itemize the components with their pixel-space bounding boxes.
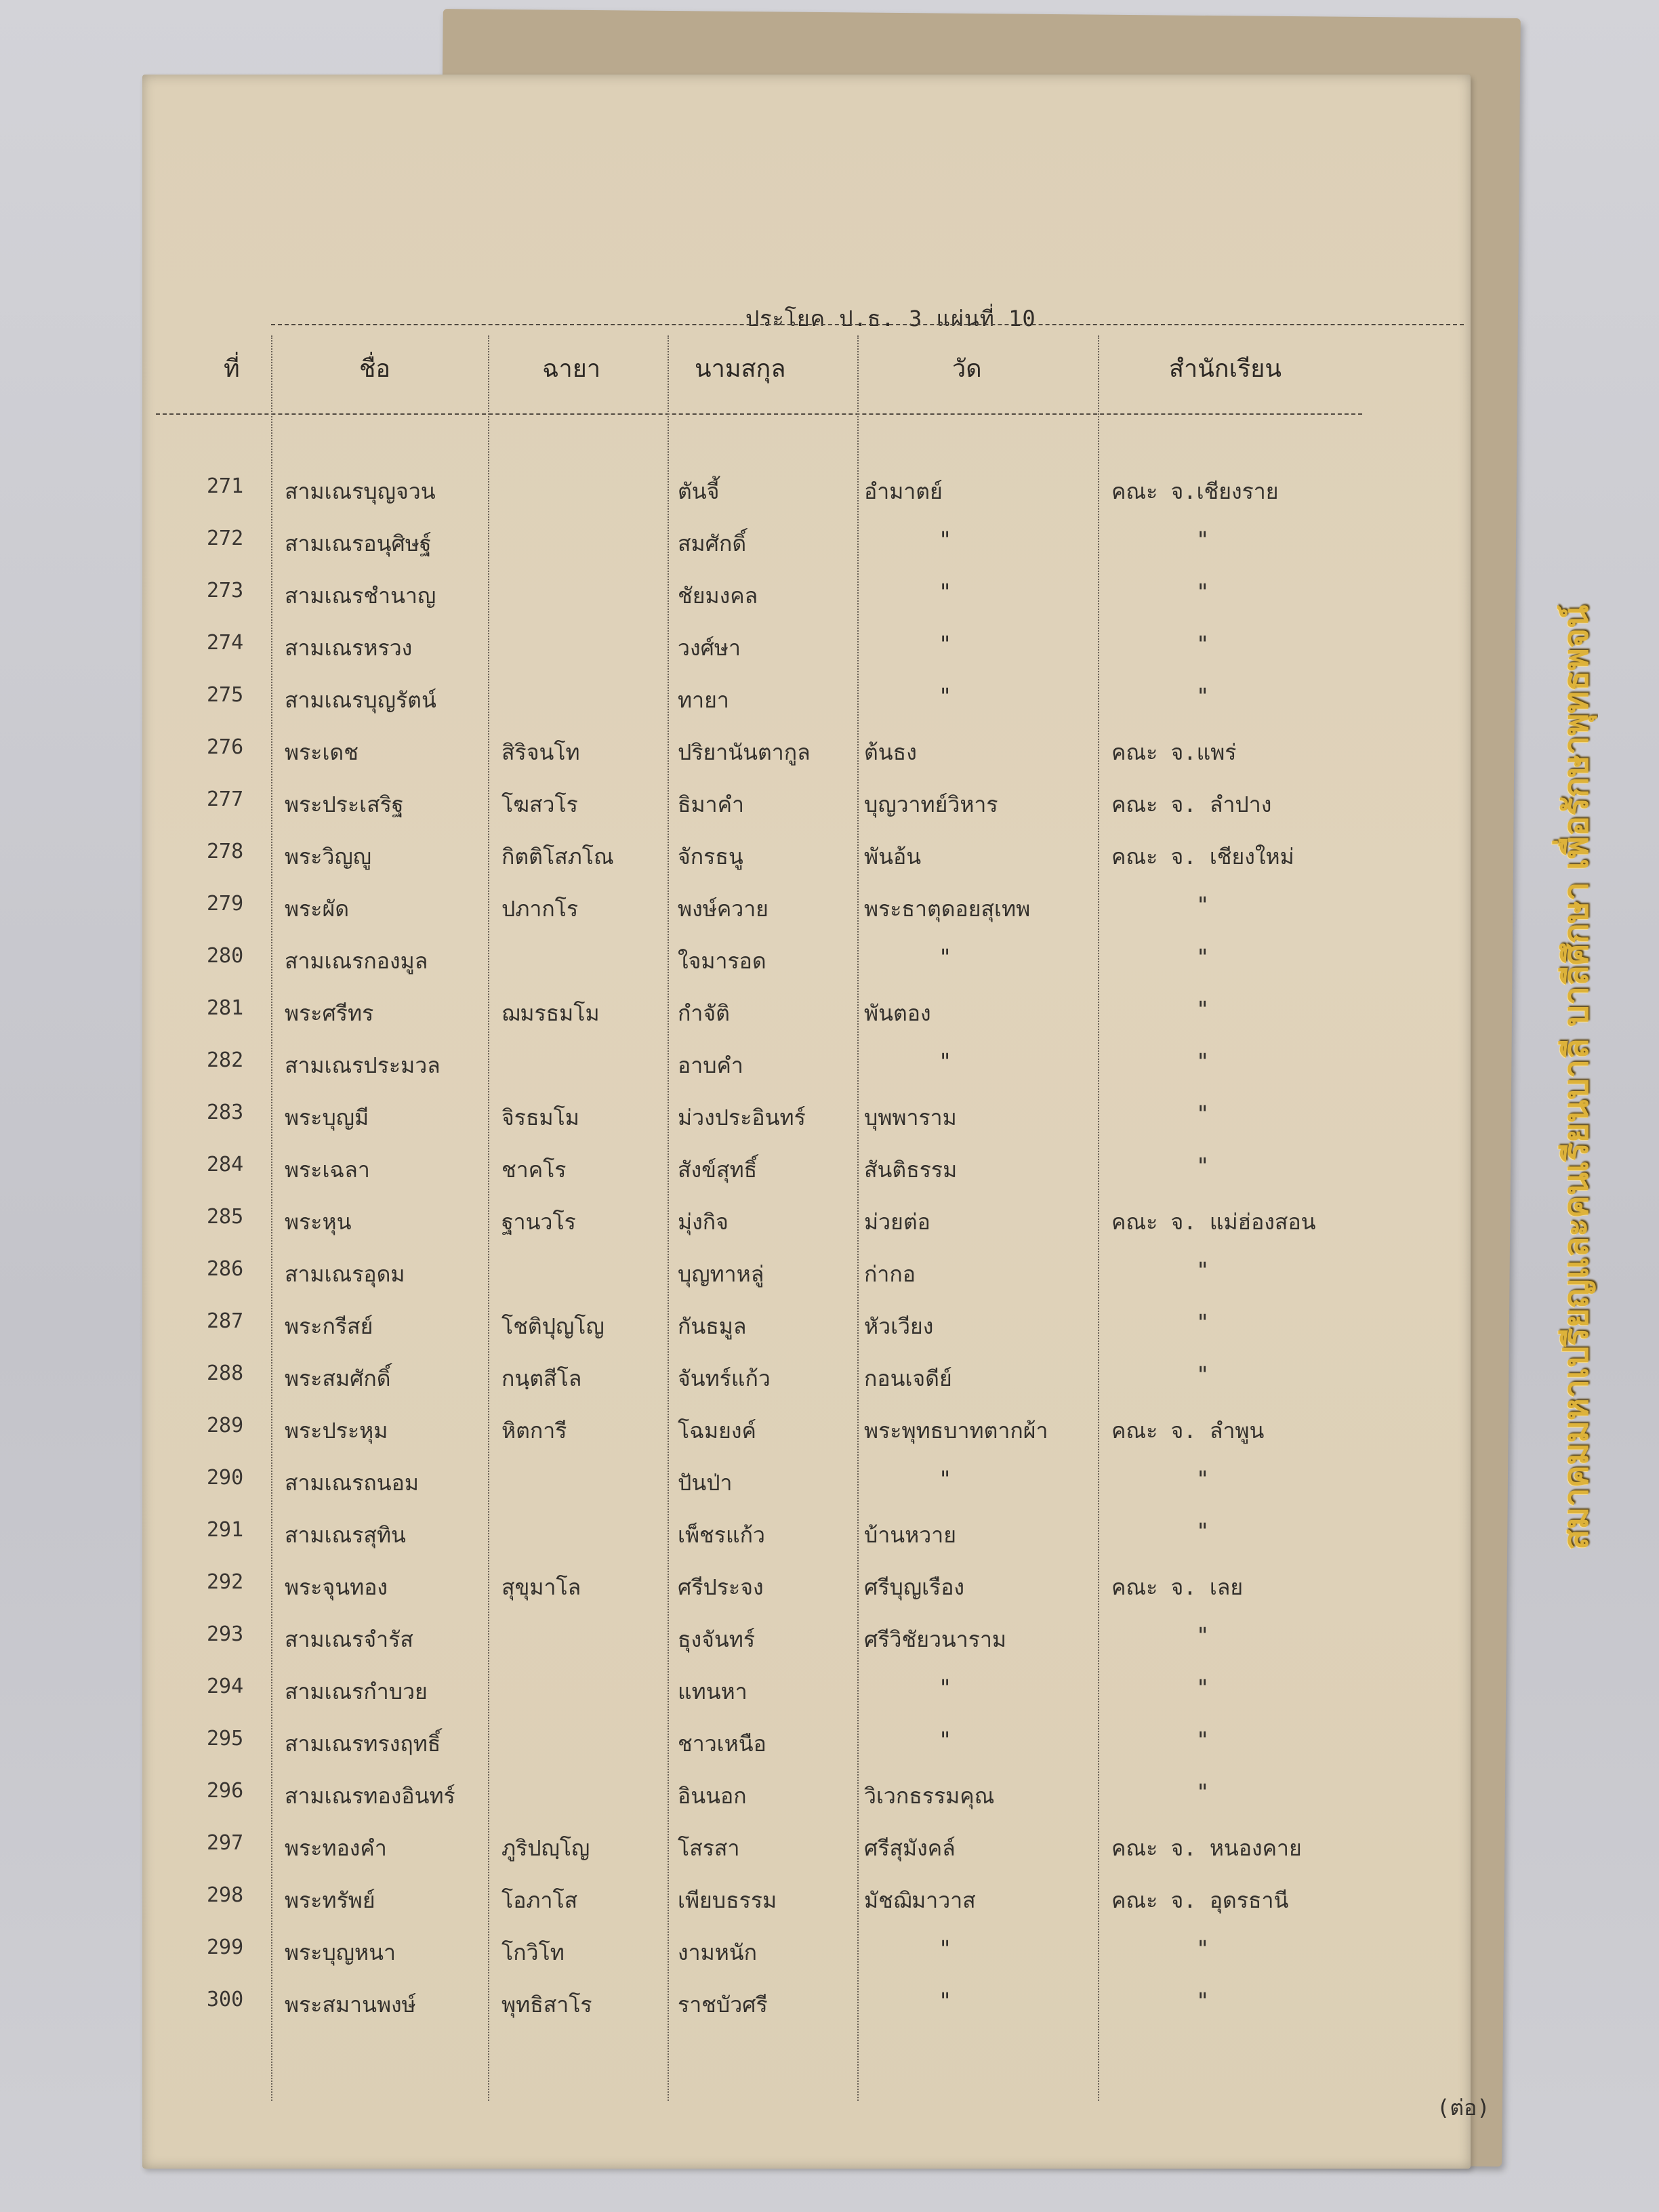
table-cell: คณะ จ.แพร่	[1111, 739, 1237, 765]
header-bottom-rule	[156, 413, 1362, 415]
table-cell: บุญทาหลู่	[678, 1261, 764, 1287]
row-number: 296	[207, 1779, 244, 1803]
table-cell: พันอ้น	[864, 844, 922, 869]
table-cell: โอภาโส	[501, 1887, 578, 1913]
row-number: 279	[207, 892, 244, 916]
table-cell: "	[1196, 1675, 1210, 1700]
row-number: 284	[207, 1153, 244, 1176]
table-cell: สามเณรอุดม	[285, 1261, 405, 1287]
row-number: 274	[207, 631, 244, 655]
table-cell: พระบุญมี	[285, 1105, 369, 1130]
table-cell: สามเณรบุญจวน	[285, 478, 436, 504]
table-cell: "	[1196, 1518, 1210, 1544]
table-cell: ศรีบุญเรือง	[864, 1574, 965, 1600]
table-cell: "	[1196, 1361, 1210, 1387]
table-cell: ศรีวิชัยวนาราม	[864, 1626, 1006, 1652]
row-number: 283	[207, 1101, 244, 1124]
table-cell: "	[939, 1048, 952, 1074]
column-divider	[488, 335, 489, 2101]
table-cell: ทายา	[678, 687, 729, 713]
table-cell: ตันจี้	[678, 478, 720, 504]
table-cell: สามเณรจำรัส	[285, 1626, 413, 1652]
table-cell: สันติธรรม	[864, 1157, 958, 1183]
column-header: สำนักเรียน	[1169, 355, 1282, 383]
table-cell: อำมาตย์	[864, 478, 943, 504]
table-cell: บุญวาทย์วิหาร	[864, 792, 998, 817]
column-header: ที่	[224, 355, 240, 383]
table-cell: คณะ จ. หนองคาย	[1111, 1835, 1302, 1861]
table-cell: พุทธิสาโร	[501, 1992, 592, 2018]
table-cell: พระทรัพย์	[285, 1887, 375, 1913]
table-cell: "	[1196, 892, 1210, 918]
table-cell: จิรธมโม	[501, 1105, 579, 1130]
table-cell: คณะ จ. ลำปาง	[1111, 792, 1272, 817]
table-cell: สังข์สุทธิ์	[678, 1157, 758, 1183]
document-page	[142, 75, 1490, 2169]
table-cell: พระเฉลา	[285, 1157, 370, 1183]
table-cell: กำจัติ	[678, 1000, 730, 1026]
table-cell: พระผัด	[285, 896, 349, 922]
row-number: 288	[207, 1361, 244, 1385]
table-cell: กิตติโสภโณ	[501, 844, 614, 869]
table-cell: "	[1196, 944, 1210, 970]
column-header: ฉายา	[542, 355, 601, 383]
table-cell: คณะ จ. เลย	[1111, 1574, 1244, 1600]
table-cell: ราชบัวศรี	[678, 1992, 768, 2018]
table-cell: พระประหุม	[285, 1418, 388, 1443]
column-divider	[1098, 335, 1099, 2101]
table-cell: กนฺตสีโล	[501, 1366, 582, 1391]
table-cell: ชัยมงคล	[678, 583, 758, 609]
row-number: 277	[207, 787, 244, 811]
table-cell: "	[939, 1988, 952, 2013]
table-cell: บ้านหวาย	[864, 1522, 956, 1548]
table-cell: คณะ จ. เชียงใหม่	[1111, 844, 1294, 869]
table-cell: ชาคโร	[501, 1157, 567, 1183]
table-cell: "	[939, 683, 952, 709]
table-cell: พระทองคำ	[285, 1835, 387, 1861]
table-cell: โฉมยงค์	[678, 1418, 756, 1443]
table-cell: "	[939, 1936, 952, 1961]
table-cell: "	[1196, 527, 1210, 552]
row-number: 297	[207, 1831, 244, 1855]
row-number: 298	[207, 1883, 244, 1907]
table-cell: สามเณรถนอม	[285, 1470, 419, 1496]
table-cell: "	[1196, 683, 1210, 709]
table-cell: ม่วงประอินทร์	[678, 1105, 806, 1130]
table-cell: "	[1196, 1309, 1210, 1335]
table-cell: ฐานวโร	[501, 1209, 576, 1235]
table-cell: สามเณรประมวล	[285, 1052, 441, 1078]
column-header: ชื่อ	[359, 355, 391, 383]
row-number: 273	[207, 579, 244, 602]
table-cell: "	[1196, 1153, 1210, 1179]
table-cell: บุพพาราม	[864, 1105, 957, 1130]
row-number: 271	[207, 474, 244, 498]
table-cell: "	[1196, 1101, 1210, 1126]
table-cell: โสรสา	[678, 1835, 740, 1861]
table-cell: อาบคำ	[678, 1052, 743, 1078]
table-cell: คณะ จ. ลำพูน	[1111, 1418, 1265, 1443]
table-cell: เพ็ชรแก้ว	[678, 1522, 765, 1548]
table-cell: "	[939, 944, 952, 970]
row-number: 290	[207, 1466, 244, 1490]
table-cell: จักรธนู	[678, 844, 743, 869]
table-cell: "	[1196, 1466, 1210, 1492]
table-cell: พระสมศักดิ์	[285, 1366, 391, 1391]
table-cell: สามเณรบุญรัตน์	[285, 687, 436, 713]
table-cell: สุขุมาโล	[501, 1574, 581, 1600]
table-cell: "	[939, 1675, 952, 1700]
table-cell: ก่ากอ	[864, 1261, 916, 1287]
table-cell: พระวิญญู	[285, 844, 371, 869]
table-cell: "	[939, 1466, 952, 1492]
row-number: 285	[207, 1205, 244, 1229]
table-cell: หิตการี	[501, 1418, 567, 1443]
table-cell: แทนหา	[678, 1679, 747, 1704]
row-number: 272	[207, 527, 244, 550]
table-cell: ศรีสุมังคล์	[864, 1835, 956, 1861]
continued-marker: (ต่อ)	[1437, 2095, 1490, 2121]
table-cell: ปภากโร	[501, 896, 579, 922]
table-cell: โกวิโท	[501, 1940, 565, 1965]
table-cell: กันธมูล	[678, 1313, 747, 1339]
table-cell: โชติปุญโญ	[501, 1313, 605, 1339]
table-cell: พระประเสริฐ	[285, 792, 404, 817]
table-cell: ภูริปญฺโญ	[501, 1835, 590, 1861]
column-divider	[857, 335, 859, 2101]
sheet-title: ประโยค ป.ธ. 3 แผ่นที่ 10	[745, 306, 1036, 331]
table-cell: พระศรีทร	[285, 1000, 374, 1026]
table-cell: งามหนัก	[678, 1940, 758, 1965]
table-cell: คณะ จ. อุดรธานี	[1111, 1887, 1289, 1913]
table-cell: วงศ์ษา	[678, 635, 741, 661]
table-cell: ธุงจันทร์	[678, 1626, 756, 1652]
row-number: 294	[207, 1675, 244, 1698]
row-number: 286	[207, 1257, 244, 1281]
table-cell: "	[939, 1727, 952, 1753]
table-cell: สามเณรกำบวย	[285, 1679, 428, 1704]
table-cell: "	[1196, 579, 1210, 605]
table-cell: ชาวเหนือ	[678, 1731, 766, 1757]
table-cell: สามเณรกองมูล	[285, 948, 428, 974]
row-number: 282	[207, 1048, 244, 1072]
table-cell: "	[1196, 996, 1210, 1022]
table-cell: ฌมรธมโม	[501, 1000, 600, 1026]
table-cell: พระกรีสย์	[285, 1313, 373, 1339]
row-number: 293	[207, 1622, 244, 1646]
table-cell: อินนอก	[678, 1783, 747, 1809]
row-number: 289	[207, 1414, 244, 1437]
table-cell: ใจมารอด	[678, 948, 766, 974]
row-number: 280	[207, 944, 244, 968]
table-cell: "	[939, 527, 952, 552]
table-cell: สามเณรอนุศิษฐ์	[285, 531, 432, 556]
table-cell: "	[1196, 1257, 1210, 1283]
row-number: 278	[207, 840, 244, 863]
row-number: 295	[207, 1727, 244, 1750]
table-cell: มุ่งกิจ	[678, 1209, 729, 1235]
row-number: 291	[207, 1518, 244, 1542]
table-cell: "	[1196, 1988, 1210, 2013]
table-cell: โฆสวโร	[501, 792, 578, 817]
table-cell: ศรีประจง	[678, 1574, 764, 1600]
table-cell: พระพุทธบาทตากผ้า	[864, 1418, 1048, 1443]
row-number: 300	[207, 1988, 244, 2011]
table-cell: "	[1196, 1622, 1210, 1648]
table-cell: จันทร์แก้ว	[678, 1366, 771, 1391]
table-cell: วิเวกธรรมคุณ	[864, 1783, 995, 1809]
table-cell: พันตอง	[864, 1000, 931, 1026]
row-number: 275	[207, 683, 244, 707]
watermark-text: สมาคมมหาเปรียญและคนเรียนบาลี บาลีศึกษา เพื่อรักษาพุทธพจน์	[1556, 605, 1596, 1551]
table-cell: พระเดช	[285, 739, 359, 765]
table-cell: หัวเวียง	[864, 1313, 934, 1339]
table-cell: "	[1196, 631, 1210, 657]
column-header: วัด	[952, 355, 982, 383]
table-cell: ปันป่า	[678, 1470, 733, 1496]
table-cell: ต้นธง	[864, 739, 917, 765]
table-cell: ปริยานันตากูล	[678, 739, 811, 765]
table-cell: สามเณรทรงฤทธิ์	[285, 1731, 441, 1757]
row-number: 287	[207, 1309, 244, 1333]
table-cell: "	[1196, 1048, 1210, 1074]
table-cell: สามเณรสุทิน	[285, 1522, 406, 1548]
table-cell: "	[939, 579, 952, 605]
header-top-rule	[271, 324, 1464, 325]
table-cell: มัชฌิมาวาส	[864, 1887, 976, 1913]
table-cell: พระบุญหนา	[285, 1940, 396, 1965]
row-number: 292	[207, 1570, 244, 1594]
column-divider	[271, 335, 272, 2101]
row-number: 281	[207, 996, 244, 1020]
table-cell: สามเณรชำนาญ	[285, 583, 436, 609]
table-cell: เพียบธรรม	[678, 1887, 777, 1913]
table-cell: "	[1196, 1727, 1210, 1753]
table-cell: พระสมานพงษ์	[285, 1992, 416, 2018]
table-cell: สิริจนโท	[501, 739, 580, 765]
table-cell: "	[939, 631, 952, 657]
row-number: 299	[207, 1936, 244, 1959]
table-cell: ม่วยต่อ	[864, 1209, 930, 1235]
row-number: 276	[207, 735, 244, 759]
table-cell: พระหุน	[285, 1209, 352, 1235]
table-cell: พงษ์ควาย	[678, 896, 769, 922]
table-cell: สมศักดิ์	[678, 531, 747, 556]
column-header: นามสกุล	[695, 355, 786, 383]
table-cell: ธิมาคำ	[678, 792, 744, 817]
table-cell: สามเณรหรวง	[285, 635, 413, 661]
table-cell: กอนเจดีย์	[864, 1366, 952, 1391]
table-cell: พระธาตุดอยสุเทพ	[864, 896, 1031, 922]
table-cell: "	[1196, 1936, 1210, 1961]
table-cell: "	[1196, 1779, 1210, 1805]
table-cell: คณะ จ.เชียงราย	[1111, 478, 1279, 504]
table-cell: คณะ จ. แม่ฮ่องสอน	[1111, 1209, 1316, 1235]
column-divider	[668, 335, 669, 2101]
table-cell: สามเณรทองอินทร์	[285, 1783, 455, 1809]
table-cell: พระจุนทอง	[285, 1574, 388, 1600]
